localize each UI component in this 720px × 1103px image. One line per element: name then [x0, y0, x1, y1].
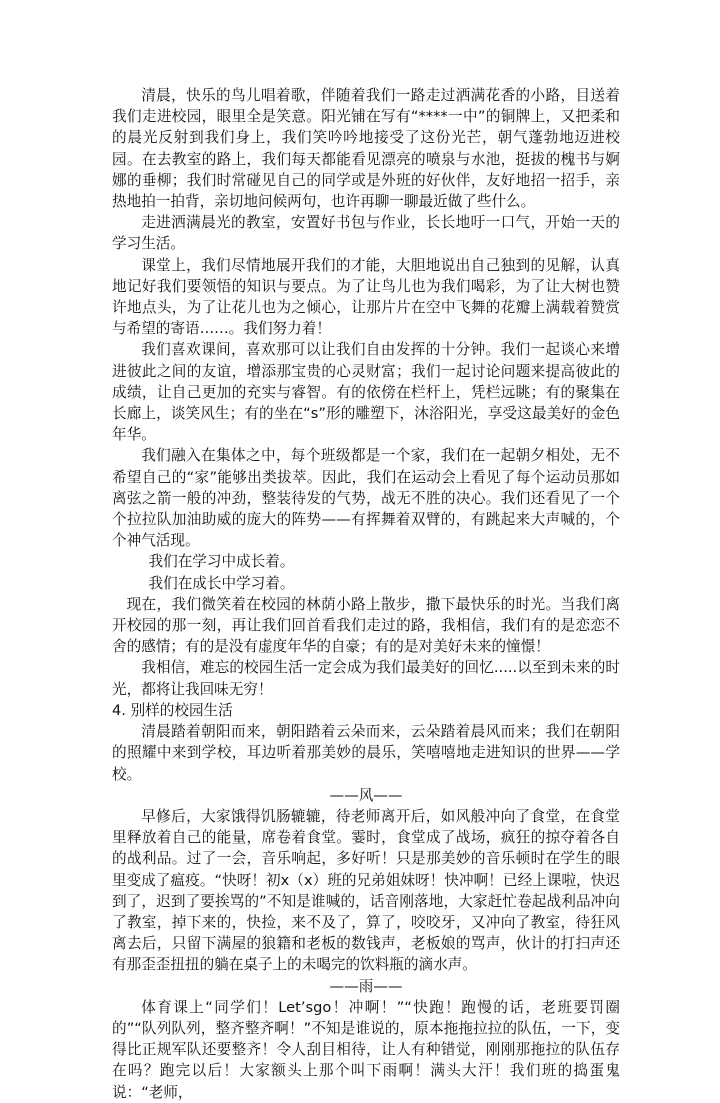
paragraph-canteen: 早修后，大家饿得饥肠辘辘，待老师离开后，如风般冲向了食堂，在食堂里释放着自己的能量，席卷着食堂。霎时，食堂成了战场，疯狂的掠夺着各自的战利品。过了一会，音乐响起，多好听！只是那美妙的音乐顿时在学生的眼里变成了瘟疫。“快呀！初x（x）班的兄弟姐妹呀！快冲啊！已经上课啦，快迟到了，迟到了要挨骂的”不知是谁喊的，话音刚落地，大家赶忙卷起战利品冲向了教室，掉下来的，快捡，来不及了，算了，咬咬牙，又冲向了教室，待狂风离去后，只留下满屋的狼籍和老板的数钱声，老板娘的骂声，伙计的打扫声还有那歪歪扭扭的躺在桌子上的未喝完的饮料瓶的滴水声。: [112, 807, 620, 974]
paragraph-pe-class: 体育课上“同学们！Let’sgo！冲啊！”“快跑！跑慢的话，老班要罚圈的”“队列队列，整齐整齐啊！”不知是谁说的，原本拖拖拉拉的队伍，一下，变得比正规军队还要整齐！令人刮目相待，让人有种错觉，刚刚那拖拉的队伍存在吗？跑完以后！大家额头上那个叫下雨啊！满头大汗！我们班的捣蛋鬼说：“老师，: [112, 998, 620, 1101]
paragraph-break-time: 我们喜欢课间，喜欢那可以让我们自由发挥的十分钟。我们一起谈心来增进彼此之间的友谊，增添那宝贵的心灵财富；我们一起讨论问题来提高彼此的成绩，让自己更加的充实与睿智。有的依傍在栏杆上，凭栏远眺；有的聚集在长廊上，谈笑风生；有的坐在“s”形的雕塑下，沐浴阳光，享受这最美好的金色年华。: [112, 341, 620, 444]
paragraph-grow-in-study: 我们在学习中成长着。: [148, 553, 295, 571]
document-body: [112, 85, 620, 1103]
section-heading: 4. 别样的校园生活: [112, 701, 233, 719]
subtitle-wind: ——风——: [329, 786, 403, 804]
paragraph-now: 现在，我们微笑着在校园的林荫小路上散步，撒下最快乐的时光。当我们离开校园的那一刻，再让我们回首看我们走过的路，我相信，我们有的是恋恋不舍的感情；有的是没有虚度年华的自豪；有的是对美好未来的憧憬！: [112, 595, 620, 656]
paragraph-morning-arrival: 清晨踏着朝阳而来，朝阳踏着云朵而来，云朵踏着晨风而来；我们在朝阳的照耀中来到学校，耳边听着那美妙的晨乐，笑嘻嘻地走进知识的世界——学校。: [112, 723, 620, 783]
paragraph-in-class: 课堂上，我们尽情地展开我们的才能，大胆地说出自己独到的见解，认真地记好我们要领悟的知识与要点。为了让鸟儿也为我们喝彩，为了让大树也赞许地点头，为了让花儿也为之倾心，让那片片在空中飞舞的花瓣上满载着赞赏与希望的寄语……。我们努力着！: [112, 256, 620, 338]
paragraph-study-in-growth: 我们在成长中学习着。: [148, 574, 295, 592]
paragraph-morning-walk: 清晨，快乐的鸟儿唱着歌，伴随着我们一路走过洒满花香的小路，目送着我们走进校园，眼里全是笑意。阳光铺在写有“****一中”的铜牌上，又把柔和的晨光反射到我们身上，我们笑吟吟地接受了这份光芒，朝气蓬勃地迈进校园。在去教室的路上，我们每天都能看见漂亮的喷泉与水池，挺拔的槐书与婀娜的垂柳；我们时常碰见自己的同学或是外班的好伙伴，友好地招一招手，亲热地拍一拍背，亲切地问候两句，也许再聊一聊最近做了些什么。: [112, 87, 620, 211]
paragraph-collective: 我们融入在集体之中，每个班级都是一个家，我们在一起朝夕相处，无不希望自己的“家”能够出类拔萃。因此，我们在运动会上看见了每个运动员那如离弦之箭一般的冲劲，整装待发的气势，战无不胜的决心。我们还看见了一个个拉拉队加油助威的庞大的阵势——有挥舞着双臂的，有跳起来大声喊的，个个神气活现。: [112, 447, 620, 550]
paragraph-memory: 我相信，难忘的校园生活一定会成为我们最美好的回忆.....以至到未来的时光，都将让我回味无穷！: [112, 659, 620, 698]
paragraph-enter-classroom: 走进洒满晨光的教室，安置好书包与作业，长长地吁一口气，开始一天的学习生活。: [112, 214, 620, 253]
subtitle-rain: ——雨——: [329, 977, 403, 995]
